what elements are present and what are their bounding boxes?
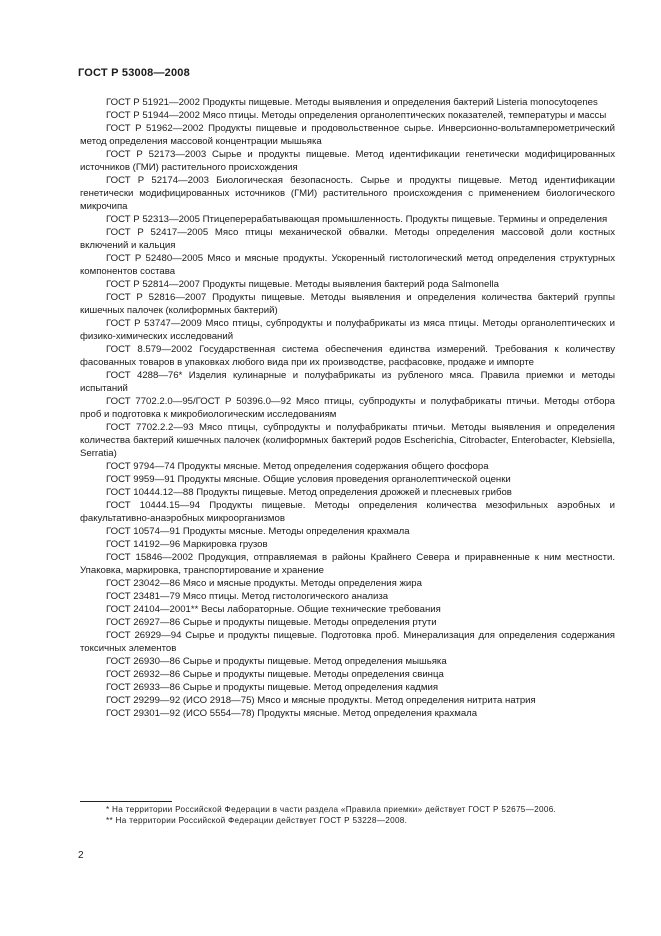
reference-item: ГОСТ Р 52480—2005 Мясо и мясные продукты. Ускоренный гистологический метод определения структурных компонентов состава — [80, 253, 615, 277]
reference-item: ГОСТ 29299—92 (ИСО 2918—75) Мясо и мясные продукты. Метод определения нитрита натрия — [106, 695, 536, 706]
reference-item: ГОСТ Р 52313—2005 Птицеперерабатывающая промышленность. Продукты пищевые. Термины и определения — [106, 214, 608, 225]
document-header: ГОСТ Р 53008—2008 — [78, 67, 190, 79]
reference-item: ГОСТ Р 52417—2005 Мясо птицы механической обвалки. Методы определения массовой доли костных включений и кальция — [80, 227, 615, 251]
reference-item: ГОСТ Р 52173—2003 Сырье и продукты пищевые. Метод идентификации генетически модифицированных источников (ГМИ) растительного происхождения — [80, 149, 615, 173]
reference-item: ГОСТ 9959—91 Продукты мясные. Общие условия проведения органолептической оценки — [106, 474, 511, 485]
footnote-divider — [80, 801, 172, 802]
reference-item: ГОСТ 15846—2002 Продукция, отправляемая в районы Крайнего Севера и приравненные к ним местности. Упаковка, маркировка, транспортирование и хранение — [80, 552, 615, 576]
reference-item: ГОСТ 26932—86 Сырье и продукты пищевые. Методы определения свинца — [106, 669, 444, 680]
page-number: 2 — [78, 850, 84, 861]
reference-item: ГОСТ Р 52174—2003 Биологическая безопасность. Сырье и продукты пищевые. Метод идентификации генетически модифицированных источников (ГМИ) растительного происхождения с применением биологического микрочипа — [80, 175, 615, 212]
reference-item: ГОСТ 9794—74 Продукты мясные. Метод определения содержания общего фосфора — [106, 461, 489, 472]
reference-item: ГОСТ 10444.12—88 Продукты пищевые. Метод определения дрожжей и плесневых грибов — [106, 487, 512, 498]
reference-item: ГОСТ 10574—91 Продукты мясные. Методы определения крахмала — [106, 526, 410, 537]
footnote: * На территории Российской Федерации в части раздела «Правила приемки» действует ГОСТ Р 52675—2006. — [106, 805, 557, 814]
reference-item: ГОСТ Р 51962—2002 Продукты пищевые и продовольственное сырье. Инверсионно-вольтамперометрический метод определения массовой концентрации мышьяка — [80, 123, 615, 147]
reference-item: ГОСТ Р 51921—2002 Продукты пищевые. Методы выявления и определения бактерий Listeria monocytoqenes — [106, 97, 598, 108]
footnote: ** На территории Российской Федерации действует ГОСТ Р 53228—2008. — [106, 816, 408, 825]
reference-item: ГОСТ 7702.2.2—93 Мясо птицы, субпродукты и полуфабрикаты птичьи. Методы выявления и определения количества бактерий кишечных палочек (колиформных бактерий родов Escherichia, Citrobacter, Enterobacter, Klebsiella, Serratia) — [80, 422, 615, 459]
reference-item: ГОСТ 14192—96 Маркировка грузов — [106, 539, 268, 550]
reference-item: ГОСТ Р 51944—2002 Мясо птицы. Методы определения органолептических показателей, температуры и массы — [106, 110, 607, 121]
footnotes — [80, 804, 615, 826]
reference-item: ГОСТ Р 52814—2007 Продукты пищевые. Методы выявления бактерий рода Salmonella — [106, 279, 499, 290]
reference-item: ГОСТ 23042—86 Мясо и мясные продукты. Методы определения жира — [106, 578, 422, 589]
reference-item: ГОСТ 7702.2.0—95/ГОСТ Р 50396.0—92 Мясо птицы, субпродукты и полуфабрикаты птичьи. Методы отбора проб и подготовка к микробиологическим исследованиям — [80, 396, 615, 420]
reference-item: ГОСТ 24104—2001** Весы лабораторные. Общие технические требования — [106, 604, 441, 615]
reference-item: ГОСТ 10444.15—94 Продукты пищевые. Методы определения количества мезофильных аэробных и факультативно-анаэробных микроорганизмов — [80, 500, 615, 524]
reference-item: ГОСТ 23481—79 Мясо птицы. Метод гистологического анализа — [106, 591, 389, 602]
reference-item: ГОСТ 26930—86 Сырье и продукты пищевые. Метод определения мышьяка — [106, 656, 447, 667]
reference-item: ГОСТ 26927—86 Сырье и продукты пищевые. Методы определения ртути — [106, 617, 437, 628]
reference-item: ГОСТ 26933—86 Сырье и продукты пищевые. Метод определения кадмия — [106, 682, 439, 693]
reference-item: ГОСТ 26929—94 Сырье и продукты пищевые. Подготовка проб. Минерализация для определения содержания токсичных элементов — [80, 630, 615, 654]
reference-item: ГОСТ 4288—76* Изделия кулинарные и полуфабрикаты из рубленого мяса. Правила приемки и методы испытаний — [80, 370, 615, 394]
reference-item: ГОСТ 29301—92 (ИСО 5554—78) Продукты мясные. Метод определения крахмала — [106, 708, 478, 719]
reference-item: ГОСТ Р 53747—2009 Мясо птицы, субпродукты и полуфабрикаты из мяса птицы. Методы органолептических и физико-химических исследований — [80, 318, 615, 342]
reference-item: ГОСТ Р 52816—2007 Продукты пищевые. Методы выявления и определения количества бактерий группы кишечных палочек (колиформных бактерий) — [80, 292, 615, 316]
reference-item: ГОСТ 8.579—2002 Государственная система обеспечения единства измерений. Требования к количеству фасованных товаров в упаковках любого вида при их производстве, расфасовке, продаже и импорте — [80, 344, 615, 368]
normative-references-list — [80, 96, 615, 720]
